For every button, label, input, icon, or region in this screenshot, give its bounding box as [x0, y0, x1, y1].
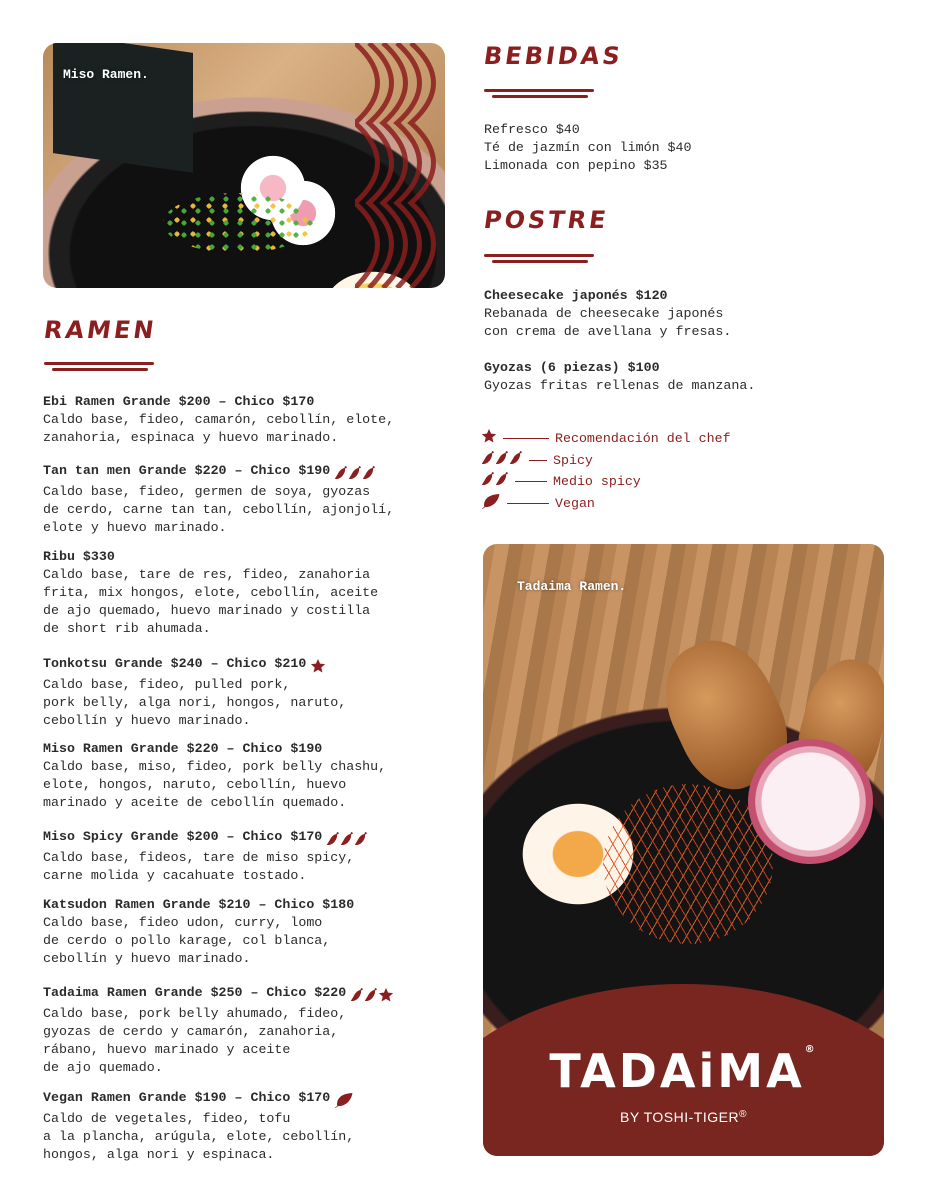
legend-connector	[529, 460, 547, 461]
brand-tagline: BY TOSHI-TIGER®	[620, 1109, 747, 1125]
leaf-icon	[481, 493, 501, 514]
chili-icon	[481, 450, 495, 471]
chili-icon	[354, 832, 368, 847]
ramen-item	[43, 548, 453, 638]
chili-icon	[348, 466, 362, 481]
ramen-item	[43, 896, 453, 968]
ramen-item-name: Miso Ramen Grande $220 – Chico $190	[43, 741, 323, 756]
ramen-item-desc: zanahoria, espinaca y huevo marinado.	[43, 430, 339, 445]
ramen-item-name: Tadaima Ramen Grande $250 – Chico $220	[43, 985, 347, 1000]
postre-item-desc: Rebanada de cheesecake japonés	[484, 306, 724, 321]
garnish-greens	[163, 193, 313, 253]
wave-pattern-decoration	[355, 43, 445, 288]
chili-icon	[364, 988, 378, 1003]
ramen-item-name: Katsudon Ramen Grande $210 – Chico $180	[43, 897, 355, 912]
ramen-item-icons	[350, 987, 394, 1005]
legend-icons	[481, 428, 497, 449]
legend-row	[481, 451, 593, 469]
miso-ramen-photo	[43, 43, 445, 288]
postre-item-name: Cheesecake japonés $120	[484, 288, 668, 303]
ramen-item-desc: Caldo base, fideos, tare de miso spicy,	[43, 850, 355, 865]
ramen-item-desc: elote y huevo marinado.	[43, 520, 227, 535]
ramen-item	[43, 655, 453, 730]
legend-row	[481, 494, 595, 512]
ramen-item-desc: de cerdo o pollo karage, col blanca,	[43, 933, 331, 948]
legend-connector	[515, 481, 547, 482]
ramen-item-desc: cebollín y huevo marinado.	[43, 951, 251, 966]
ramen-item-icons	[310, 658, 326, 676]
brand-logo: TADAiMA®	[549, 1044, 818, 1098]
leaf-icon	[334, 1093, 354, 1108]
ramen-item-desc: de ajo quemado, huevo marinado y costilla	[43, 603, 371, 618]
legend-connector	[503, 438, 549, 439]
ramen-item	[43, 393, 453, 447]
chili-icon	[481, 471, 495, 492]
chili-icon	[509, 450, 523, 471]
legend-icons	[481, 450, 523, 471]
bebidas-list	[484, 121, 884, 175]
photo-caption: Tadaima Ramen.	[517, 579, 627, 594]
ramen-item-icons	[334, 465, 376, 483]
ramen-item-desc: a la plancha, arúgula, elote, cebollín,	[43, 1129, 355, 1144]
ramen-item-desc: rábano, huevo marinado y aceite	[43, 1042, 291, 1057]
nori-sheet	[53, 43, 193, 173]
ramen-item-desc: Caldo de vegetales, fideo, tofu	[43, 1111, 291, 1126]
ramen-section-title: RAMEN	[42, 316, 159, 344]
postre-title-underline	[484, 254, 594, 263]
chili-icon	[495, 471, 509, 492]
ramen-item-icons	[326, 831, 368, 849]
chili-icon	[334, 466, 348, 481]
legend-label: Medio spicy	[553, 473, 641, 489]
postre-section-title: POSTRE	[482, 206, 611, 234]
legend-label: Spicy	[553, 452, 593, 468]
ramen-item	[43, 984, 453, 1077]
legend-row	[481, 472, 641, 490]
ramen-item-desc: hongos, alga nori y espinaca.	[43, 1147, 275, 1162]
ramen-item	[43, 828, 453, 885]
star-icon	[378, 988, 394, 1003]
bebidas-title-underline	[484, 89, 594, 98]
legend-label: Recomendación del chef	[555, 430, 731, 446]
legend-connector	[507, 503, 549, 504]
postre-item	[484, 287, 884, 341]
legend-icons	[481, 471, 509, 492]
postre-item-desc: Gyozas fritas rellenas de manzana.	[484, 378, 756, 393]
chili-icon	[495, 450, 509, 471]
ramen-item-desc: marinado y aceite de cebollín quemado.	[43, 795, 347, 810]
star-icon	[481, 428, 497, 449]
ramen-item-desc: Caldo base, pork belly ahumado, fideo,	[43, 1006, 347, 1021]
legend-icons	[481, 493, 501, 514]
postre-item-name: Gyozas (6 piezas) $100	[484, 360, 660, 375]
ramen-item-desc: Caldo base, fideo udon, curry, lomo	[43, 915, 323, 930]
bebida-item: Refresco $40	[484, 122, 580, 137]
chili-icon	[350, 988, 364, 1003]
bebidas-section-title: BEBIDAS	[482, 42, 625, 70]
ramen-item-name: Ribu $330	[43, 549, 115, 564]
ramen-item-desc: pork belly, alga nori, hongos, naruto,	[43, 695, 347, 710]
ramen-item-desc: Caldo base, fideo, pulled pork,	[43, 677, 291, 692]
bebida-item: Té de jazmín con limón $40	[484, 140, 692, 155]
ramen-item-desc: Caldo base, fideo, germen de soya, gyozas	[43, 484, 371, 499]
ramen-item-name: Tan tan men Grande $220 – Chico $190	[43, 463, 331, 478]
ramen-item-icons	[334, 1092, 354, 1110]
ramen-item-desc: cebollín y huevo marinado.	[43, 713, 251, 728]
ramen-item-name: Miso Spicy Grande $200 – Chico $170	[43, 829, 323, 844]
ramen-item-desc: frita, mix hongos, elote, cebollín, aceite	[43, 585, 379, 600]
chili-icon	[362, 466, 376, 481]
chili-icon	[340, 832, 354, 847]
ramen-title-underline	[44, 362, 154, 371]
ramen-item-desc: carne molida y cacahuate tostado.	[43, 868, 307, 883]
ramen-item	[43, 1089, 453, 1164]
ramen-item-desc: de cerdo, carne tan tan, cebollín, ajonjolí,	[43, 502, 395, 517]
photo-caption: Miso Ramen.	[63, 67, 149, 82]
ramen-item-desc: de ajo quemado.	[43, 1060, 163, 1075]
ramen-item-desc: Caldo base, tare de res, fideo, zanahoria	[43, 567, 371, 582]
bebida-item: Limonada con pepino $35	[484, 158, 668, 173]
ramen-item-desc: gyozas de cerdo y camarón, zanahoria,	[43, 1024, 339, 1039]
ramen-item-name: Ebi Ramen Grande $200 – Chico $170	[43, 394, 315, 409]
brand-logo-text: TADAiMA	[549, 1044, 805, 1098]
tadaima-ramen-photo	[483, 544, 884, 1156]
star-icon	[310, 659, 326, 674]
brand-tagline-text: BY TOSHI-TIGER	[620, 1109, 740, 1125]
ramen-item-desc: Caldo base, miso, fideo, pork belly chashu,	[43, 759, 387, 774]
ramen-item-desc: Caldo base, fideo, camarón, cebollín, elote,	[43, 412, 395, 427]
ramen-item-name: Vegan Ramen Grande $190 – Chico $170	[43, 1090, 331, 1105]
postre-item	[484, 359, 884, 395]
ramen-item	[43, 462, 453, 537]
postre-item-desc: con crema de avellana y fresas.	[484, 324, 732, 339]
legend-row	[481, 429, 731, 447]
ramen-item	[43, 740, 453, 812]
ramen-item-desc: de short rib ahumada.	[43, 621, 211, 636]
legend-label: Vegan	[555, 495, 595, 511]
chili-icon	[326, 832, 340, 847]
ramen-item-name: Tonkotsu Grande $240 – Chico $210	[43, 656, 307, 671]
ramen-item-desc: elote, hongos, naruto, cebollín, huevo	[43, 777, 347, 792]
